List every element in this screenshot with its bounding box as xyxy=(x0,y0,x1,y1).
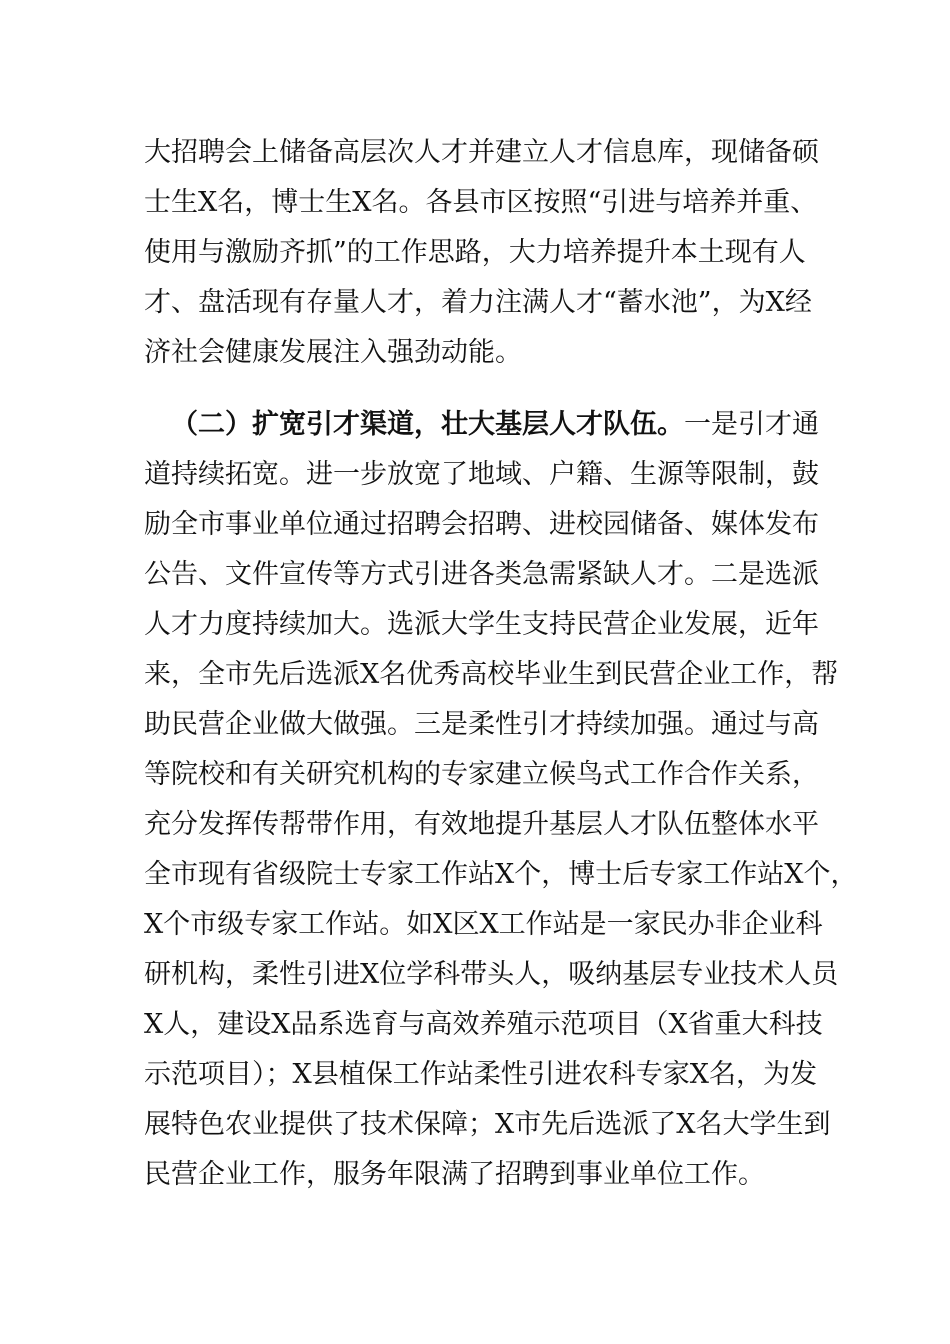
text-line: 使用与激励齐抓”的工作思路，大力培养提升本土现有人 xyxy=(144,237,806,268)
text-line: 人才力度持续加大。选派大学生支持民营企业发展，近年 xyxy=(144,609,819,640)
text-line-first xyxy=(144,400,844,450)
text-run: 一是引才通 xyxy=(684,409,819,440)
paragraph-spacing xyxy=(144,378,844,400)
paragraph-recruitment-channels xyxy=(144,400,858,1200)
text-line: 民营企业工作，服务年限满了招聘到事业单位工作。 xyxy=(144,1159,765,1190)
text-line: X人，建设X品系选育与高效养殖示范项目（X省重大科技 xyxy=(144,1009,823,1040)
text-line: 示范项目）；X县植保工作站柔性引进农科专家X名，为发 xyxy=(144,1059,817,1090)
text-line: X个市级专家工作站。如X区X工作站是一家民办非企业科 xyxy=(144,909,823,940)
text-line: 大招聘会上储备高层次人才并建立人才信息库，现储备硕 xyxy=(144,137,819,168)
text-line: 全市现有省级院士专家工作站X个，博士后专家工作站X个， xyxy=(144,859,858,890)
paragraph-talent-reserve xyxy=(144,128,844,378)
text-line: 公告、文件宣传等方式引进各类急需紧缺人才。二是选派 xyxy=(144,559,819,590)
section-heading: （二）扩宽引才渠道，壮大基层人才队伍。 xyxy=(171,409,684,440)
document-body xyxy=(144,128,858,1200)
text-line: 士生X名，博士生X名。各县市区按照“引进与培养并重、 xyxy=(144,187,818,218)
text-line: 助民营企业做大做强。三是柔性引才持续加强。通过与高 xyxy=(144,709,819,740)
text-line: 济社会健康发展注入强劲动能。 xyxy=(144,337,522,368)
text-line: 励全市事业单位通过招聘会招聘、进校园储备、媒体发布 xyxy=(144,509,819,540)
text-line: 展特色农业提供了技术保障；X市先后选派了X名大学生到 xyxy=(144,1109,831,1140)
text-line: 道持续拓宽。进一步放宽了地域、户籍、生源等限制，鼓 xyxy=(144,459,819,490)
text-line: 等院校和有关研究机构的专家建立候鸟式工作合作关系， xyxy=(144,759,819,790)
text-line: 研机构，柔性引进X位学科带头人，吸纳基层专业技术人员 xyxy=(144,959,839,990)
text-line: 充分发挥传帮带作用，有效地提升基层人才队伍整体水平 xyxy=(144,809,819,840)
text-line: 才、盘活现有存量人才，着力注满人才“蓄水池”，为X经 xyxy=(144,287,812,318)
text-line: 来，全市先后选派X名优秀高校毕业生到民营企业工作，帮 xyxy=(144,659,839,690)
